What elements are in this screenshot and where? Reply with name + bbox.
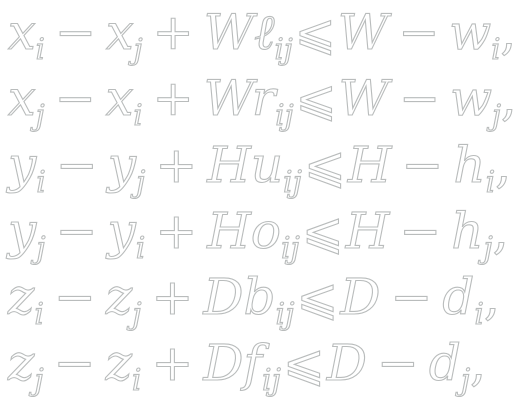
- rhs-constant: D: [326, 334, 367, 392]
- lhs-variable-2: z: [105, 334, 132, 392]
- trailing-comma: ,: [492, 202, 509, 260]
- leq-relation: ⩽: [282, 334, 325, 392]
- lhs-variable-2: y: [107, 202, 136, 260]
- rhs-subscript: j: [460, 363, 471, 398]
- rhs-constant: W: [337, 4, 389, 61]
- trailing-comma: ,: [501, 70, 517, 127]
- rhs-variable: w: [450, 70, 493, 127]
- binary-variable: o: [250, 202, 281, 260]
- binary-variable-subscript: ij: [275, 98, 294, 132]
- lhs-variable-2: x: [105, 70, 134, 127]
- binary-variable-subscript: ij: [262, 363, 281, 398]
- coefficient: H: [207, 136, 251, 194]
- minus-operator-rhs: −: [401, 136, 444, 194]
- rhs-variable: w: [449, 4, 492, 61]
- equation-row-3: [8, 134, 523, 200]
- plus-operator: +: [155, 136, 198, 194]
- lhs-subscript: i: [36, 165, 46, 200]
- coefficient: D: [203, 334, 244, 392]
- lhs-variable-2: z: [105, 268, 133, 326]
- trailing-comma: ,: [483, 268, 500, 326]
- rhs-constant: H: [345, 202, 390, 260]
- lhs-variable: y: [8, 202, 37, 260]
- coefficient: H: [207, 202, 251, 260]
- lhs-subscript: i: [34, 297, 44, 332]
- leq-relation: ⩽: [294, 4, 336, 61]
- minus-operator: −: [55, 136, 98, 194]
- leq-relation: ⩽: [296, 268, 339, 326]
- binary-variable: ℓ: [254, 4, 275, 61]
- lhs-subscript: j: [35, 98, 45, 132]
- rhs-subscript: i: [474, 297, 484, 332]
- minus-operator: −: [54, 70, 96, 127]
- equation-row-5: [8, 266, 523, 332]
- plus-operator: +: [152, 4, 194, 61]
- lhs-subscript-2: j: [132, 297, 142, 332]
- equation-row-1: [8, 2, 523, 64]
- plus-operator: +: [151, 334, 194, 392]
- plus-operator: +: [152, 70, 194, 127]
- binary-variable: f: [243, 334, 263, 392]
- lhs-variable: z: [8, 334, 35, 392]
- plus-operator: +: [155, 202, 198, 260]
- rhs-variable: h: [451, 202, 484, 260]
- equation-row-2: [8, 68, 523, 130]
- lhs-subscript-2: i: [133, 98, 143, 132]
- trailing-comma: ,: [500, 4, 517, 61]
- plus-operator: +: [151, 268, 194, 326]
- rhs-subscript: j: [492, 98, 502, 132]
- minus-operator: −: [53, 334, 96, 392]
- rhs-variable: h: [453, 136, 486, 194]
- binary-variable-subscript: ij: [274, 32, 293, 66]
- minus-operator-rhs: −: [390, 268, 433, 326]
- minus-operator: −: [53, 268, 96, 326]
- leq-relation: ⩽: [301, 202, 344, 260]
- rhs-variable: d: [442, 268, 475, 326]
- minus-operator-rhs: −: [398, 4, 440, 61]
- lhs-subscript: i: [35, 32, 45, 66]
- lhs-variable-2: y: [107, 136, 137, 194]
- rhs-constant: D: [340, 268, 381, 326]
- lhs-variable-2: x: [105, 4, 134, 61]
- binary-variable: r: [251, 70, 276, 127]
- lhs-subscript-2: i: [135, 231, 146, 266]
- rhs-subscript: j: [483, 231, 493, 266]
- equation-row-6: [8, 332, 523, 398]
- lhs-subscript-2: i: [131, 363, 142, 398]
- rhs-constant: W: [338, 70, 390, 127]
- leq-relation: ⩽: [303, 136, 346, 194]
- coefficient: W: [203, 70, 252, 127]
- coefficient: W: [203, 4, 255, 61]
- equation-row-4: [8, 200, 523, 266]
- minus-operator: −: [54, 4, 96, 61]
- lhs-subscript: j: [36, 231, 46, 266]
- lhs-subscript: j: [34, 363, 44, 398]
- minus-operator: −: [55, 202, 98, 260]
- coefficient: D: [203, 268, 244, 326]
- binary-variable-subscript: ij: [283, 165, 302, 200]
- rhs-constant: H: [347, 136, 392, 194]
- rhs-subscript: i: [491, 32, 501, 66]
- lhs-variable: x: [8, 4, 36, 61]
- minus-operator-rhs: −: [399, 70, 441, 127]
- trailing-comma: ,: [495, 136, 512, 194]
- rhs-subscript: i: [485, 165, 496, 200]
- rhs-variable: d: [428, 334, 461, 392]
- lhs-variable: x: [8, 70, 36, 127]
- minus-operator-rhs: −: [376, 334, 419, 392]
- trailing-comma: ,: [470, 334, 487, 392]
- binary-variable-subscript: ij: [275, 297, 295, 332]
- lhs-variable: y: [8, 136, 37, 194]
- binary-variable: b: [243, 268, 276, 326]
- lhs-subscript-2: j: [136, 165, 146, 200]
- binary-variable-subscript: ij: [280, 231, 300, 266]
- lhs-variable: z: [8, 268, 35, 326]
- binary-variable: u: [250, 136, 284, 194]
- leq-relation: ⩽: [295, 70, 337, 127]
- lhs-subscript-2: j: [133, 32, 143, 66]
- minus-operator-rhs: −: [399, 202, 442, 260]
